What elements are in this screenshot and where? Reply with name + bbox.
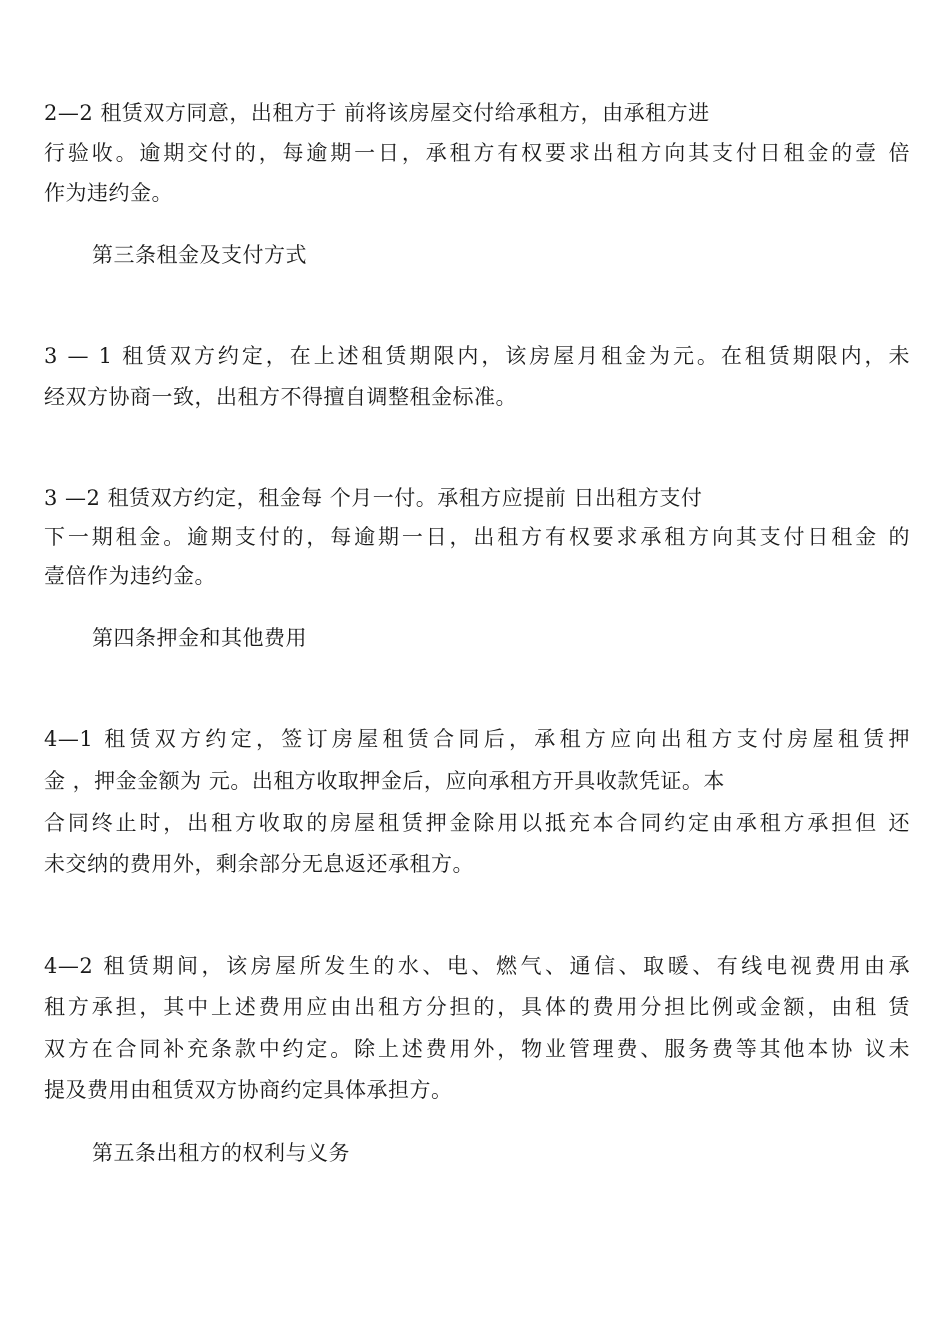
clause-3-1-line-1: 3 — 1 租赁双方约定，在上述租赁期限内，该房屋月租金为元。在租赁期限内，未 bbox=[44, 344, 910, 368]
clause-4-2-line-1: 4—2 租赁期间，该房屋所发生的水、电、燃气、通信、取暖、有线电视费用由承 bbox=[44, 954, 910, 978]
clause-2-2-line-2: 行验收。逾期交付的，每逾期一日，承租方有权要求出租方向其支付日租金的壹 倍 bbox=[44, 141, 910, 165]
clause-2-2-line-3: 作为违约金。 bbox=[44, 181, 173, 205]
clause-4-1-line-3: 合同终止时，出租方收取的房屋租赁押金除用以抵充本合同约定由承租方承担但 还 bbox=[44, 811, 910, 835]
clause-4-1-line-1: 4—1 租赁双方约定，签订房屋租赁合同后，承租方应向出租方支付房屋租赁押 bbox=[44, 727, 910, 751]
clause-3-1-line-2: 经双方协商一致，出租方不得擅自调整租金标准。 bbox=[44, 385, 517, 409]
clause-4-2-line-3: 双方在合同补充条款中约定。除上述费用外，物业管理费、服务费等其他本协 议未 bbox=[44, 1037, 910, 1061]
article-3-heading: 第三条租金及支付方式 bbox=[92, 243, 307, 267]
clause-4-1-line-4: 未交纳的费用外，剩余部分无息返还承租方。 bbox=[44, 852, 474, 876]
clause-4-2-line-4: 提及费用由租赁双方协商约定具体承担方。 bbox=[44, 1078, 453, 1102]
article-5-heading: 第五条出租方的权利与义务 bbox=[92, 1141, 350, 1165]
clause-3-2-line-1: 3 —2 租赁双方约定，租金每 个月一付。承租方应提前 日出租方支付 bbox=[44, 486, 703, 510]
clause-3-2-line-2: 下一期租金。逾期支付的，每逾期一日，出租方有权要求承租方向其支付日租金 的 bbox=[44, 525, 910, 549]
clause-3-2-line-3: 壹倍作为违约金。 bbox=[44, 564, 216, 588]
clause-2-2-line-1: 2—2 租赁双方同意，出租方于 前将该房屋交付给承租方，由承租方进 bbox=[44, 101, 710, 125]
article-4-heading: 第四条押金和其他费用 bbox=[92, 626, 307, 650]
clause-4-2-line-2: 租方承担，其中上述费用应由出租方分担的，具体的费用分担比例或金额，由租 赁 bbox=[44, 995, 910, 1019]
clause-4-1-line-2: 金 ，押金金额为 元。出租方收取押金后，应向承租方开具收款凭证。本 bbox=[44, 769, 725, 793]
